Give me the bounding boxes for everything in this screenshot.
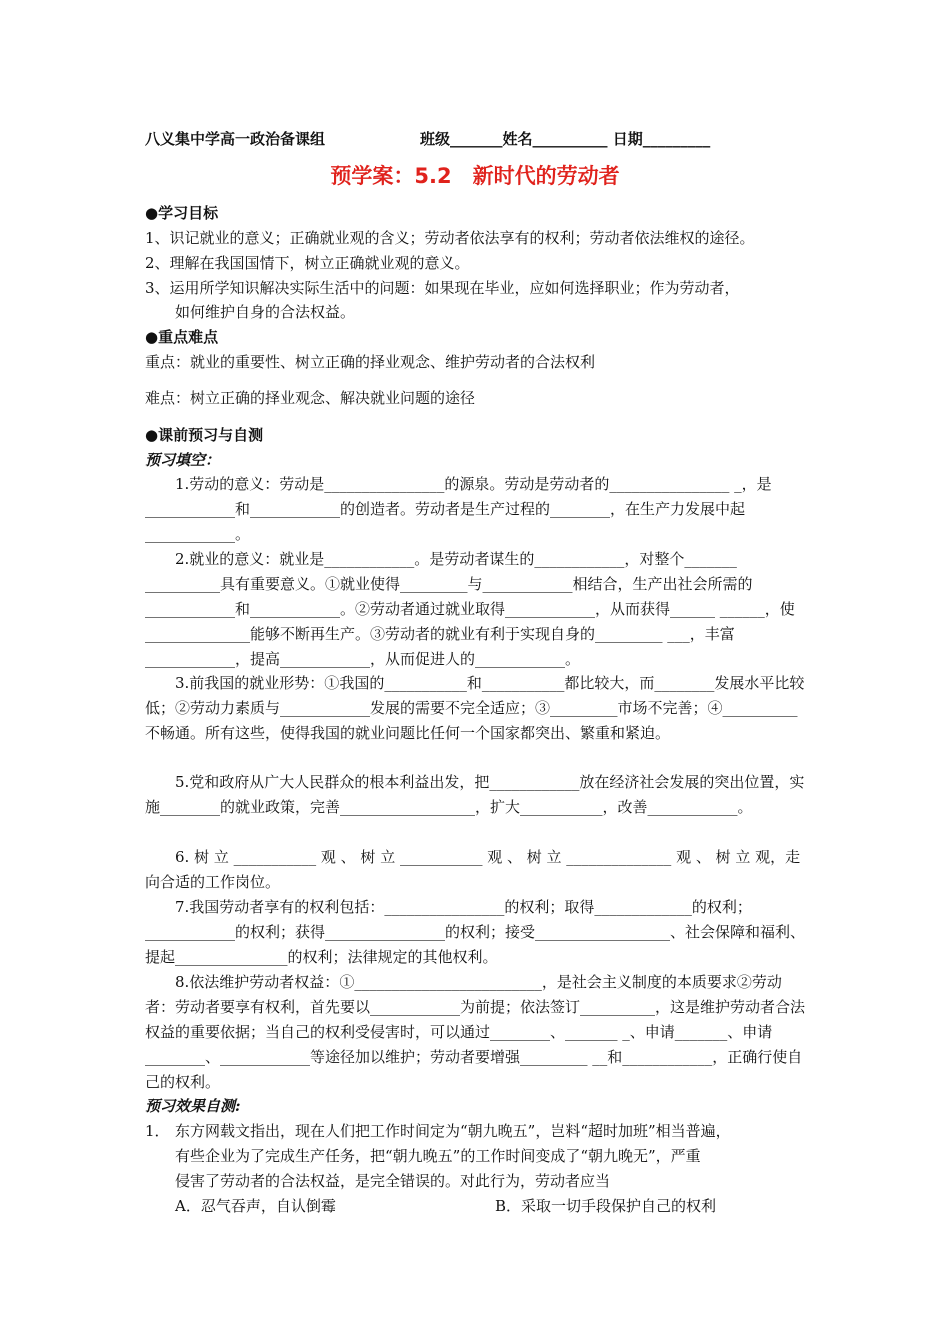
date-field: 日期_________ — [612, 130, 711, 148]
self-test-heading: 预习效果自测: — [145, 1097, 241, 1115]
fill-paragraph-7: 7.我国劳动者享有的权利包括：________________的权利；取得_____________的权利；____________的权利；获得________________的权利；接受__________________、社会保障和福利、提起_______________的权利；法律规定的其他权利。 — [145, 898, 806, 966]
goal-item: 2、理解在我国国情下，树立正确就业观的意义。 — [145, 254, 470, 272]
question-number: 1． — [145, 1122, 170, 1140]
goal-item: 1、识记就业的意义；正确就业观的含义；劳动者依法享有的权利；劳动者依法维权的途径。 — [145, 229, 755, 247]
fill-blank-heading: 预习填空： — [145, 451, 221, 469]
option-a: A．忍气吞声，自认倒霉 — [175, 1197, 336, 1215]
school-group-label: 八义集中学高一政治备课组 — [145, 130, 326, 148]
question-line: 有些企业为了完成生产任务，把“朝九晚五”的工作时间变成了“朝九晚无”，严重 — [175, 1147, 701, 1165]
difficult-point-text: 难点：树立正确的择业观念、解决就业问题的途径 — [145, 389, 476, 407]
fill-paragraph-1: 1.劳动的意义：劳动是________________的源泉。劳动是劳动者的________________ _，是____________和____________的创造者。劳动者是生产过程的________，在生产力发展中起____________。 — [145, 475, 772, 543]
name-field: 姓名__________ — [502, 130, 608, 148]
key-point-text: 重点：就业的重要性、树立正确的择业观念、维护劳动者的合法权利 — [145, 353, 596, 371]
preview-heading: ●课前预习与自测 — [145, 426, 264, 444]
goal-item: 3、运用所学知识解决实际生活中的问题：如果现在毕业，应如何选择职业；作为劳动者， — [145, 279, 740, 297]
fill-paragraph-5: 5.党和政府从广大人民群众的根本利益出发，把____________放在经济社会发展的突出位置，实施________的就业政策，完善__________________，扩大___________，改善____________。 — [145, 773, 805, 816]
page-title: 预学案：5.2 新时代的劳动者 — [330, 164, 620, 188]
fill-paragraph-2: 2.就业的意义：就业是____________。是劳动者谋生的____________，对整个_______ __________具有重要意义。①就业使得_________与____________相结合，生产出社会所需的____________和____________。②劳动者通过就业取得____________，从而获得______ ______，使______________能够不断再生产。③劳动者的就业有利于实现自身的_________ ___，丰富____________，提高____________，从而促进人的____________。 — [145, 550, 795, 668]
option-b: B．采取一切手段保护自己的权利 — [495, 1197, 717, 1215]
keypoints-heading: ●重点难点 — [145, 328, 219, 346]
goal-item: 如何维护自身的合法权益。 — [175, 303, 356, 321]
question-line: 侵害了劳动者的合法权益，是完全错误的。对此行为，劳动者应当 — [175, 1172, 611, 1190]
goals-heading: ●学习目标 — [145, 204, 219, 222]
header-line — [145, 128, 805, 149]
fill-paragraph-3: 3.前我国的就业形势：①我国的___________和___________都比较大，而________发展水平比较低；②劳动力素质与____________发展的需要不完全适应；③_________市场不完善；④__________不畅通。所有这些，使得我国的就业问题比任何一个国家都突出、繁重和紧迫。 — [145, 674, 805, 742]
question-line: 东方网载文指出，现在人们把工作时间定为“朝九晚五”，岂料“超时加班”相当普遍， — [175, 1122, 731, 1140]
class-field: 班级_______ — [420, 130, 503, 148]
fill-paragraph-8: 8.依法维护劳动者权益：①_________________________，是社会主义制度的本质要求②劳动者：劳动者要享有权利，首先要以____________为前提；依法签订__________，这是维护劳动者合法权益的重要依据；当自己的权利受侵害时，可以通过________、_______ _、申请_______、申请________、____________等途径加以维护；劳动者要增强_________ __和____________，正确行使自己的权利。 — [145, 973, 806, 1091]
fill-paragraph-6: 6. 树 立 ___________ 观 、 树 立 ___________ 观 、 树 立 ______________ 观 、 树 立 观，走向合适的工作岗位。 — [145, 848, 801, 891]
